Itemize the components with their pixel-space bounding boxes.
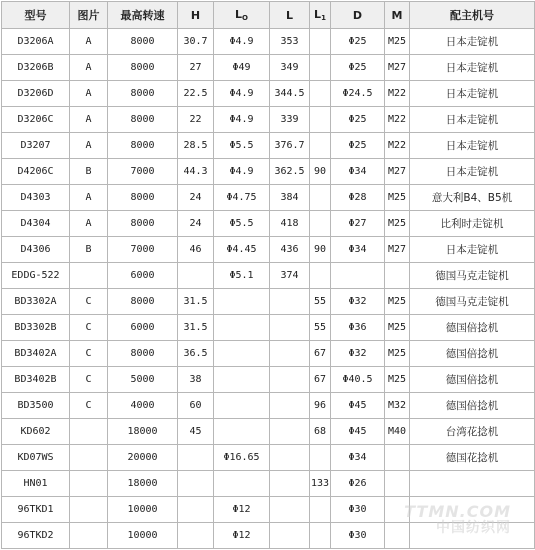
cell-l: 344.5 <box>270 81 310 107</box>
cell-model: D3206B <box>2 55 70 81</box>
spindle-spec-table <box>1 1 535 549</box>
cell-machine: 德国倍捻机 <box>410 341 535 367</box>
cell-model: D3206C <box>2 107 70 133</box>
cell-machine: 日本走锭机 <box>410 81 535 107</box>
cell-d: Φ34 <box>331 445 385 471</box>
cell-l <box>270 289 310 315</box>
cell-h: 31.5 <box>178 315 214 341</box>
cell-image: C <box>70 393 108 419</box>
cell-l0: Φ4.75 <box>214 185 270 211</box>
cell-d: Φ30 <box>331 497 385 523</box>
cell-m: M40 <box>385 419 410 445</box>
cell-l0: Φ5.5 <box>214 133 270 159</box>
cell-l0: Φ4.9 <box>214 159 270 185</box>
cell-l: 376.7 <box>270 133 310 159</box>
cell-l1: 68 <box>310 419 331 445</box>
cell-l1: 96 <box>310 393 331 419</box>
cell-machine <box>410 523 535 549</box>
cell-h: 38 <box>178 367 214 393</box>
cell-max-speed: 8000 <box>108 133 178 159</box>
cell-image: C <box>70 315 108 341</box>
cell-machine: 德国倍捻机 <box>410 393 535 419</box>
cell-d: Φ25 <box>331 107 385 133</box>
cell-m: M27 <box>385 55 410 81</box>
cell-machine <box>410 497 535 523</box>
table-row <box>2 29 535 55</box>
cell-machine: 台湾花捻机 <box>410 419 535 445</box>
cell-image: C <box>70 341 108 367</box>
cell-d: Φ25 <box>331 55 385 81</box>
cell-machine: 日本走锭机 <box>410 133 535 159</box>
cell-m: M25 <box>385 341 410 367</box>
table-row <box>2 471 535 497</box>
cell-machine: 德国马克走锭机 <box>410 289 535 315</box>
cell-l: 362.5 <box>270 159 310 185</box>
cell-machine: 意大利B4、B5机 <box>410 185 535 211</box>
cell-l: 418 <box>270 211 310 237</box>
cell-model: D4304 <box>2 211 70 237</box>
cell-machine: 日本走锭机 <box>410 107 535 133</box>
cell-l1 <box>310 81 331 107</box>
cell-max-speed: 8000 <box>108 289 178 315</box>
cell-l <box>270 367 310 393</box>
cell-l: 436 <box>270 237 310 263</box>
cell-machine <box>410 471 535 497</box>
cell-h <box>178 471 214 497</box>
cell-max-speed: 8000 <box>108 81 178 107</box>
cell-model: D4206C <box>2 159 70 185</box>
cell-max-speed: 10000 <box>108 497 178 523</box>
cell-h: 36.5 <box>178 341 214 367</box>
cell-l: 353 <box>270 29 310 55</box>
cell-l1 <box>310 55 331 81</box>
cell-d: Φ32 <box>331 341 385 367</box>
cell-max-speed: 8000 <box>108 55 178 81</box>
cell-l1 <box>310 211 331 237</box>
cell-l1 <box>310 497 331 523</box>
cell-h: 31.5 <box>178 289 214 315</box>
header-l0-sub: O <box>242 14 248 22</box>
cell-l1 <box>310 263 331 289</box>
cell-l <box>270 315 310 341</box>
cell-d: Φ26 <box>331 471 385 497</box>
cell-m: M25 <box>385 289 410 315</box>
cell-l1: 90 <box>310 159 331 185</box>
cell-image: C <box>70 367 108 393</box>
cell-l <box>270 497 310 523</box>
cell-l: 384 <box>270 185 310 211</box>
header-h: H <box>178 2 214 29</box>
table-row <box>2 367 535 393</box>
cell-model: D3206D <box>2 81 70 107</box>
header-l1-main: L <box>314 8 322 21</box>
cell-m <box>385 497 410 523</box>
table-body <box>2 29 535 549</box>
cell-h: 46 <box>178 237 214 263</box>
header-machine: 配主机号 <box>410 2 535 29</box>
cell-l: 349 <box>270 55 310 81</box>
cell-l <box>270 393 310 419</box>
cell-model: BD3302B <box>2 315 70 341</box>
cell-d: Φ30 <box>331 523 385 549</box>
cell-l1 <box>310 523 331 549</box>
cell-d: Φ25 <box>331 29 385 55</box>
cell-m <box>385 523 410 549</box>
cell-m <box>385 263 410 289</box>
cell-l1: 67 <box>310 341 331 367</box>
cell-h: 28.5 <box>178 133 214 159</box>
cell-m: M22 <box>385 133 410 159</box>
cell-l0: Φ4.9 <box>214 29 270 55</box>
table-row <box>2 107 535 133</box>
cell-machine: 德国倍捻机 <box>410 367 535 393</box>
cell-model: BD3402B <box>2 367 70 393</box>
cell-l0: Φ16.65 <box>214 445 270 471</box>
cell-image: B <box>70 159 108 185</box>
cell-model: 96TKD1 <box>2 497 70 523</box>
cell-l: 374 <box>270 263 310 289</box>
watermark-line1: TTMN.COM <box>404 502 511 521</box>
cell-model: KD602 <box>2 419 70 445</box>
cell-d: Φ27 <box>331 211 385 237</box>
cell-h: 44.3 <box>178 159 214 185</box>
cell-machine: 比利时走锭机 <box>410 211 535 237</box>
cell-h <box>178 523 214 549</box>
table-row <box>2 211 535 237</box>
cell-machine: 德国花捻机 <box>410 445 535 471</box>
cell-m <box>385 445 410 471</box>
cell-l <box>270 341 310 367</box>
cell-l0 <box>214 393 270 419</box>
cell-image <box>70 471 108 497</box>
cell-max-speed: 8000 <box>108 185 178 211</box>
cell-h: 24 <box>178 185 214 211</box>
watermark-line2: 中国纺织网 <box>436 520 511 536</box>
cell-m: M22 <box>385 81 410 107</box>
table-row <box>2 523 535 549</box>
cell-d: Φ32 <box>331 289 385 315</box>
cell-model: D4306 <box>2 237 70 263</box>
cell-l0: Φ4.9 <box>214 107 270 133</box>
cell-model: BD3302A <box>2 289 70 315</box>
table-row <box>2 159 535 185</box>
cell-d: Φ24.5 <box>331 81 385 107</box>
cell-l0: Φ5.5 <box>214 211 270 237</box>
table-row <box>2 237 535 263</box>
cell-machine: 日本走锭机 <box>410 159 535 185</box>
cell-d: Φ45 <box>331 419 385 445</box>
cell-m: M25 <box>385 315 410 341</box>
cell-max-speed: 18000 <box>108 471 178 497</box>
header-d: D <box>331 2 385 29</box>
cell-image: A <box>70 211 108 237</box>
cell-m: M25 <box>385 367 410 393</box>
cell-machine: 德国马克走锭机 <box>410 263 535 289</box>
table-row <box>2 315 535 341</box>
cell-max-speed: 6000 <box>108 263 178 289</box>
cell-max-speed: 4000 <box>108 393 178 419</box>
cell-machine: 日本走锭机 <box>410 55 535 81</box>
cell-l0 <box>214 419 270 445</box>
cell-l0 <box>214 315 270 341</box>
cell-l0: Φ5.1 <box>214 263 270 289</box>
cell-h: 60 <box>178 393 214 419</box>
cell-max-speed: 10000 <box>108 523 178 549</box>
cell-l0 <box>214 367 270 393</box>
cell-image: A <box>70 133 108 159</box>
cell-d: Φ40.5 <box>331 367 385 393</box>
cell-m: M25 <box>385 211 410 237</box>
cell-l1 <box>310 107 331 133</box>
cell-image: A <box>70 107 108 133</box>
cell-h <box>178 445 214 471</box>
cell-d: Φ28 <box>331 185 385 211</box>
cell-l1 <box>310 445 331 471</box>
cell-l0: Φ4.45 <box>214 237 270 263</box>
table-row <box>2 497 535 523</box>
cell-l <box>270 445 310 471</box>
cell-image: A <box>70 185 108 211</box>
header-max-speed: 最高转速 <box>108 2 178 29</box>
table-row <box>2 289 535 315</box>
cell-m: M32 <box>385 393 410 419</box>
header-l1-sub: 1 <box>321 14 326 22</box>
header-l1 <box>310 2 331 29</box>
cell-l1: 67 <box>310 367 331 393</box>
cell-max-speed: 18000 <box>108 419 178 445</box>
cell-image: A <box>70 81 108 107</box>
cell-max-speed: 20000 <box>108 445 178 471</box>
cell-h: 22.5 <box>178 81 214 107</box>
header-l: L <box>270 2 310 29</box>
cell-d: Φ34 <box>331 237 385 263</box>
cell-l: 339 <box>270 107 310 133</box>
cell-h: 27 <box>178 55 214 81</box>
cell-l <box>270 523 310 549</box>
cell-max-speed: 6000 <box>108 315 178 341</box>
header-image: 图片 <box>70 2 108 29</box>
cell-l0: Φ12 <box>214 497 270 523</box>
cell-h: 22 <box>178 107 214 133</box>
cell-max-speed: 8000 <box>108 211 178 237</box>
cell-l1: 55 <box>310 315 331 341</box>
table-row <box>2 55 535 81</box>
cell-image <box>70 523 108 549</box>
cell-d: Φ36 <box>331 315 385 341</box>
cell-l0 <box>214 289 270 315</box>
cell-l1: 133 <box>310 471 331 497</box>
cell-model: HN01 <box>2 471 70 497</box>
cell-image <box>70 497 108 523</box>
cell-d: Φ34 <box>331 159 385 185</box>
cell-l1: 90 <box>310 237 331 263</box>
cell-model: D4303 <box>2 185 70 211</box>
cell-h <box>178 263 214 289</box>
cell-l0: Φ49 <box>214 55 270 81</box>
table-row <box>2 133 535 159</box>
cell-model: BD3402A <box>2 341 70 367</box>
cell-h: 45 <box>178 419 214 445</box>
cell-l1 <box>310 29 331 55</box>
cell-l0 <box>214 471 270 497</box>
cell-l1: 55 <box>310 289 331 315</box>
table-row <box>2 445 535 471</box>
cell-h: 24 <box>178 211 214 237</box>
table-row <box>2 263 535 289</box>
cell-d <box>331 263 385 289</box>
header-l0-main: L <box>235 8 243 21</box>
cell-l <box>270 471 310 497</box>
cell-m: M27 <box>385 159 410 185</box>
table-header-row <box>2 2 535 29</box>
table-row <box>2 393 535 419</box>
cell-l1 <box>310 185 331 211</box>
cell-max-speed: 8000 <box>108 341 178 367</box>
cell-image: A <box>70 55 108 81</box>
table-row <box>2 185 535 211</box>
cell-h: 30.7 <box>178 29 214 55</box>
cell-model: D3207 <box>2 133 70 159</box>
cell-model: D3206A <box>2 29 70 55</box>
cell-model: BD3500 <box>2 393 70 419</box>
cell-l0: Φ12 <box>214 523 270 549</box>
cell-l1 <box>310 133 331 159</box>
cell-image: B <box>70 237 108 263</box>
cell-max-speed: 5000 <box>108 367 178 393</box>
table-row <box>2 81 535 107</box>
header-m: M <box>385 2 410 29</box>
cell-image <box>70 419 108 445</box>
header-l0 <box>214 2 270 29</box>
cell-m <box>385 471 410 497</box>
cell-image <box>70 445 108 471</box>
cell-max-speed: 7000 <box>108 159 178 185</box>
cell-machine: 日本走锭机 <box>410 237 535 263</box>
cell-m: M27 <box>385 237 410 263</box>
cell-l0 <box>214 341 270 367</box>
cell-l0: Φ4.9 <box>214 81 270 107</box>
cell-image: A <box>70 29 108 55</box>
cell-m: M25 <box>385 29 410 55</box>
cell-m: M22 <box>385 107 410 133</box>
cell-machine: 日本走锭机 <box>410 29 535 55</box>
cell-model: 96TKD2 <box>2 523 70 549</box>
table-row <box>2 341 535 367</box>
cell-h <box>178 497 214 523</box>
cell-d: Φ45 <box>331 393 385 419</box>
cell-machine: 德国倍捻机 <box>410 315 535 341</box>
cell-d: Φ25 <box>331 133 385 159</box>
cell-image <box>70 263 108 289</box>
cell-l <box>270 419 310 445</box>
cell-max-speed: 8000 <box>108 29 178 55</box>
cell-model: KD07WS <box>2 445 70 471</box>
header-model: 型号 <box>2 2 70 29</box>
cell-m: M25 <box>385 185 410 211</box>
table-row <box>2 419 535 445</box>
cell-image: C <box>70 289 108 315</box>
cell-max-speed: 7000 <box>108 237 178 263</box>
cell-model: EDDG-522 <box>2 263 70 289</box>
cell-max-speed: 8000 <box>108 107 178 133</box>
